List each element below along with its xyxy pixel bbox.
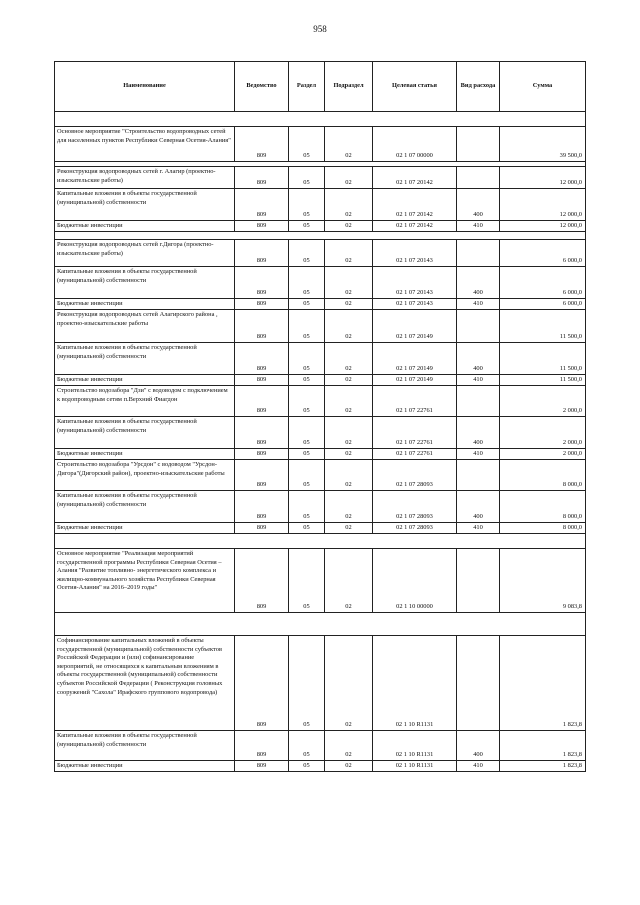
table-header-row — [55, 62, 586, 112]
header-razdel: Раздел — [289, 62, 325, 112]
table-row — [55, 449, 586, 460]
header-vedomstvo: Ведомство — [235, 62, 289, 112]
table-row — [55, 167, 586, 189]
cell-vid — [457, 310, 500, 343]
cell-vedomstvo: 809 — [235, 127, 289, 162]
cell-podrazdel: 02 — [325, 167, 373, 189]
cell-celevaya: 02 1 07 20143 — [373, 267, 457, 299]
cell-vedomstvo: 809 — [235, 189, 289, 221]
cell-name: Капитальные вложения в объекты государственной (муниципальной) собственности — [55, 343, 235, 375]
cell-celevaya: 02 1 10 00000 — [373, 549, 457, 613]
cell-razdel: 05 — [289, 221, 325, 232]
cell-vedomstvo: 809 — [235, 343, 289, 375]
cell-name: Реконструкция водопроводных сетей г.Дигора (проектно-изыскательские работы) — [55, 240, 235, 267]
cell-razdel: 05 — [289, 636, 325, 731]
cell-name: Капитальные вложения в объекты государственной (муниципальной) собственности — [55, 491, 235, 523]
cell-razdel: 05 — [289, 189, 325, 221]
cell-name: Капитальные вложения в объекты государственной (муниципальной) собственности — [55, 189, 235, 221]
spacer-row — [55, 613, 586, 636]
cell-name: Строительство водозабора "Урсдон" с водоводом "Урсдон-Дигора"(Дигорский район), проектно-изыскательские работы — [55, 460, 235, 491]
cell-podrazdel: 02 — [325, 189, 373, 221]
cell-summa: 6 000,0 — [500, 240, 586, 267]
cell-razdel: 05 — [289, 343, 325, 375]
cell-podrazdel: 02 — [325, 343, 373, 375]
cell-podrazdel: 02 — [325, 460, 373, 491]
cell-name: Основное мероприятие "Строительство водопроводных сетей для населенных пунктов Республики Северная Осетия-Алания" — [55, 127, 235, 162]
spacer-row — [55, 232, 586, 240]
cell-razdel: 05 — [289, 491, 325, 523]
cell-podrazdel: 02 — [325, 267, 373, 299]
spacer-row — [55, 112, 586, 127]
table-row — [55, 310, 586, 343]
cell-podrazdel: 02 — [325, 127, 373, 162]
cell-celevaya: 02 1 07 00000 — [373, 127, 457, 162]
cell-name: Бюджетные инвестиции — [55, 449, 235, 460]
cell-summa: 12 000,0 — [500, 189, 586, 221]
cell-razdel: 05 — [289, 127, 325, 162]
cell-podrazdel: 02 — [325, 636, 373, 731]
cell-podrazdel: 02 — [325, 449, 373, 460]
cell-celevaya: 02 1 10 R1131 — [373, 761, 457, 772]
cell-razdel: 05 — [289, 731, 325, 761]
table-row — [55, 417, 586, 449]
cell-razdel: 05 — [289, 267, 325, 299]
cell-vid: 410 — [457, 449, 500, 460]
cell-razdel: 05 — [289, 449, 325, 460]
cell-name: Софинансирование капитальных вложений в объекты государственной (муниципальной) собственности субъектов Российской Федерации и (или) софинансирование мероприятий, не относящихся к капитальным вложениям в объекты государственной (муниципальной) собственности субъектов Российской Федерации ( Реконструкция головных сооружений "Сахола" Ирафского группового водопровода) — [55, 636, 235, 731]
cell-summa: 8 000,0 — [500, 523, 586, 534]
page-number: 958 — [313, 24, 327, 34]
table-row — [55, 240, 586, 267]
cell-vid: 410 — [457, 761, 500, 772]
cell-celevaya: 02 1 07 22761 — [373, 417, 457, 449]
cell-vedomstvo: 809 — [235, 549, 289, 613]
cell-summa: 2 000,0 — [500, 417, 586, 449]
table-row — [55, 343, 586, 375]
table-row — [55, 549, 586, 613]
cell-vedomstvo: 809 — [235, 240, 289, 267]
cell-vid: 400 — [457, 343, 500, 375]
cell-vedomstvo: 809 — [235, 449, 289, 460]
cell-summa: 11 500,0 — [500, 310, 586, 343]
cell-vedomstvo: 809 — [235, 417, 289, 449]
cell-name: Реконструкция водопроводных сетей Алагирского района , проектно-изыскательские работы — [55, 310, 235, 343]
cell-podrazdel: 02 — [325, 731, 373, 761]
cell-vid — [457, 386, 500, 417]
cell-summa: 1 823,8 — [500, 761, 586, 772]
cell-summa: 12 000,0 — [500, 221, 586, 232]
cell-name: Бюджетные инвестиции — [55, 221, 235, 232]
cell-summa: 2 000,0 — [500, 386, 586, 417]
cell-podrazdel: 02 — [325, 221, 373, 232]
cell-celevaya: 02 1 07 20149 — [373, 310, 457, 343]
cell-vid — [457, 167, 500, 189]
cell-vid: 400 — [457, 491, 500, 523]
table-row — [55, 127, 586, 162]
cell-razdel: 05 — [289, 310, 325, 343]
cell-celevaya: 02 1 07 20143 — [373, 299, 457, 310]
cell-celevaya: 02 1 07 28093 — [373, 491, 457, 523]
cell-summa: 6 000,0 — [500, 299, 586, 310]
cell-podrazdel: 02 — [325, 375, 373, 386]
header-name: Наименование — [55, 62, 235, 112]
table-row — [55, 221, 586, 232]
cell-vid: 410 — [457, 299, 500, 310]
cell-summa: 39 500,0 — [500, 127, 586, 162]
cell-podrazdel: 02 — [325, 417, 373, 449]
cell-celevaya: 02 1 07 28093 — [373, 523, 457, 534]
cell-razdel: 05 — [289, 167, 325, 189]
spacer-cell — [55, 534, 586, 549]
cell-razdel: 05 — [289, 240, 325, 267]
table-row — [55, 386, 586, 417]
cell-podrazdel: 02 — [325, 523, 373, 534]
cell-vedomstvo: 809 — [235, 167, 289, 189]
header-summa: Сумма — [500, 62, 586, 112]
spacer-cell — [55, 232, 586, 240]
cell-celevaya: 02 1 07 28093 — [373, 460, 457, 491]
table-row — [55, 189, 586, 221]
cell-razdel: 05 — [289, 386, 325, 417]
cell-celevaya: 02 1 07 20142 — [373, 221, 457, 232]
cell-celevaya: 02 1 10 R1131 — [373, 731, 457, 761]
cell-vedomstvo: 809 — [235, 386, 289, 417]
cell-summa: 2 000,0 — [500, 449, 586, 460]
table-row — [55, 491, 586, 523]
cell-celevaya: 02 1 07 20149 — [373, 343, 457, 375]
cell-summa: 11 500,0 — [500, 343, 586, 375]
cell-celevaya: 02 1 07 20149 — [373, 375, 457, 386]
cell-razdel: 05 — [289, 417, 325, 449]
cell-vid — [457, 240, 500, 267]
cell-razdel: 05 — [289, 523, 325, 534]
table-row — [55, 460, 586, 491]
cell-razdel: 05 — [289, 761, 325, 772]
cell-celevaya: 02 1 07 20143 — [373, 240, 457, 267]
cell-vid: 400 — [457, 267, 500, 299]
header-celevaya: Целевая статья — [373, 62, 457, 112]
cell-vedomstvo: 809 — [235, 375, 289, 386]
cell-vedomstvo: 809 — [235, 636, 289, 731]
cell-vedomstvo: 809 — [235, 460, 289, 491]
cell-celevaya: 02 1 07 22761 — [373, 386, 457, 417]
cell-name: Бюджетные инвестиции — [55, 761, 235, 772]
cell-name: Основное мероприятие "Реализация мероприятий государственной программы Республики Северная Осетия – Алания "Развитие топливно- энергетического комплекса и жилищно-коммунального хозяйства Республики Северная Осетия-Алания" на 2016–2019 годы" — [55, 549, 235, 613]
cell-podrazdel: 02 — [325, 549, 373, 613]
cell-name: Бюджетные инвестиции — [55, 299, 235, 310]
cell-razdel: 05 — [289, 299, 325, 310]
cell-vid: 410 — [457, 221, 500, 232]
cell-name: Капитальные вложения в объекты государственной (муниципальной) собственности — [55, 267, 235, 299]
table-body — [55, 112, 586, 772]
cell-name: Капитальные вложения в объекты государственной (муниципальной) собственности — [55, 417, 235, 449]
cell-name: Реконструкция водопроводных сетей г. Алагир (проектно-изыскательские работы) — [55, 167, 235, 189]
cell-vid: 410 — [457, 375, 500, 386]
cell-vedomstvo: 809 — [235, 310, 289, 343]
table-row — [55, 267, 586, 299]
header-vid: Вид расхода — [457, 62, 500, 112]
cell-vid — [457, 127, 500, 162]
cell-vid: 400 — [457, 731, 500, 761]
cell-summa: 8 000,0 — [500, 491, 586, 523]
cell-vid: 410 — [457, 523, 500, 534]
cell-summa: 9 083,8 — [500, 549, 586, 613]
cell-razdel: 05 — [289, 549, 325, 613]
cell-razdel: 05 — [289, 375, 325, 386]
cell-summa: 12 000,0 — [500, 167, 586, 189]
cell-name: Капитальные вложения в объекты государственной (муниципальной) собственности — [55, 731, 235, 761]
cell-podrazdel: 02 — [325, 761, 373, 772]
cell-podrazdel: 02 — [325, 491, 373, 523]
table-row — [55, 375, 586, 386]
cell-name: Бюджетные инвестиции — [55, 375, 235, 386]
cell-celevaya: 02 1 07 20142 — [373, 189, 457, 221]
budget-table — [54, 61, 586, 772]
cell-summa: 6 000,0 — [500, 267, 586, 299]
cell-summa: 8 000,0 — [500, 460, 586, 491]
cell-summa: 1 823,8 — [500, 731, 586, 761]
table-row — [55, 523, 586, 534]
cell-vedomstvo: 809 — [235, 491, 289, 523]
cell-vedomstvo: 809 — [235, 299, 289, 310]
table-row — [55, 299, 586, 310]
cell-vid: 400 — [457, 189, 500, 221]
cell-podrazdel: 02 — [325, 386, 373, 417]
cell-name: Бюджетные инвестиции — [55, 523, 235, 534]
cell-podrazdel: 02 — [325, 240, 373, 267]
cell-celevaya: 02 1 10 R1131 — [373, 636, 457, 731]
cell-podrazdel: 02 — [325, 299, 373, 310]
cell-vedomstvo: 809 — [235, 523, 289, 534]
cell-summa: 1 823,8 — [500, 636, 586, 731]
header-podrazdel: Подраздел — [325, 62, 373, 112]
cell-vedomstvo: 809 — [235, 731, 289, 761]
cell-razdel: 05 — [289, 460, 325, 491]
cell-vid — [457, 636, 500, 731]
cell-celevaya: 02 1 07 20142 — [373, 167, 457, 189]
cell-vid — [457, 549, 500, 613]
cell-vedomstvo: 809 — [235, 221, 289, 232]
cell-vedomstvo: 809 — [235, 267, 289, 299]
cell-name: Строительство водозабора "Дзи" с водоводом с подключением к водопроводным сетям п.Верхний Фиагдон — [55, 386, 235, 417]
spacer-cell — [55, 112, 586, 127]
cell-vedomstvo: 809 — [235, 761, 289, 772]
cell-summa: 11 500,0 — [500, 375, 586, 386]
cell-podrazdel: 02 — [325, 310, 373, 343]
cell-vid: 400 — [457, 417, 500, 449]
cell-vid — [457, 460, 500, 491]
cell-celevaya: 02 1 07 22761 — [373, 449, 457, 460]
table-row — [55, 731, 586, 761]
spacer-cell — [55, 613, 586, 636]
table-row — [55, 636, 586, 731]
table-row — [55, 761, 586, 772]
spacer-row — [55, 534, 586, 549]
